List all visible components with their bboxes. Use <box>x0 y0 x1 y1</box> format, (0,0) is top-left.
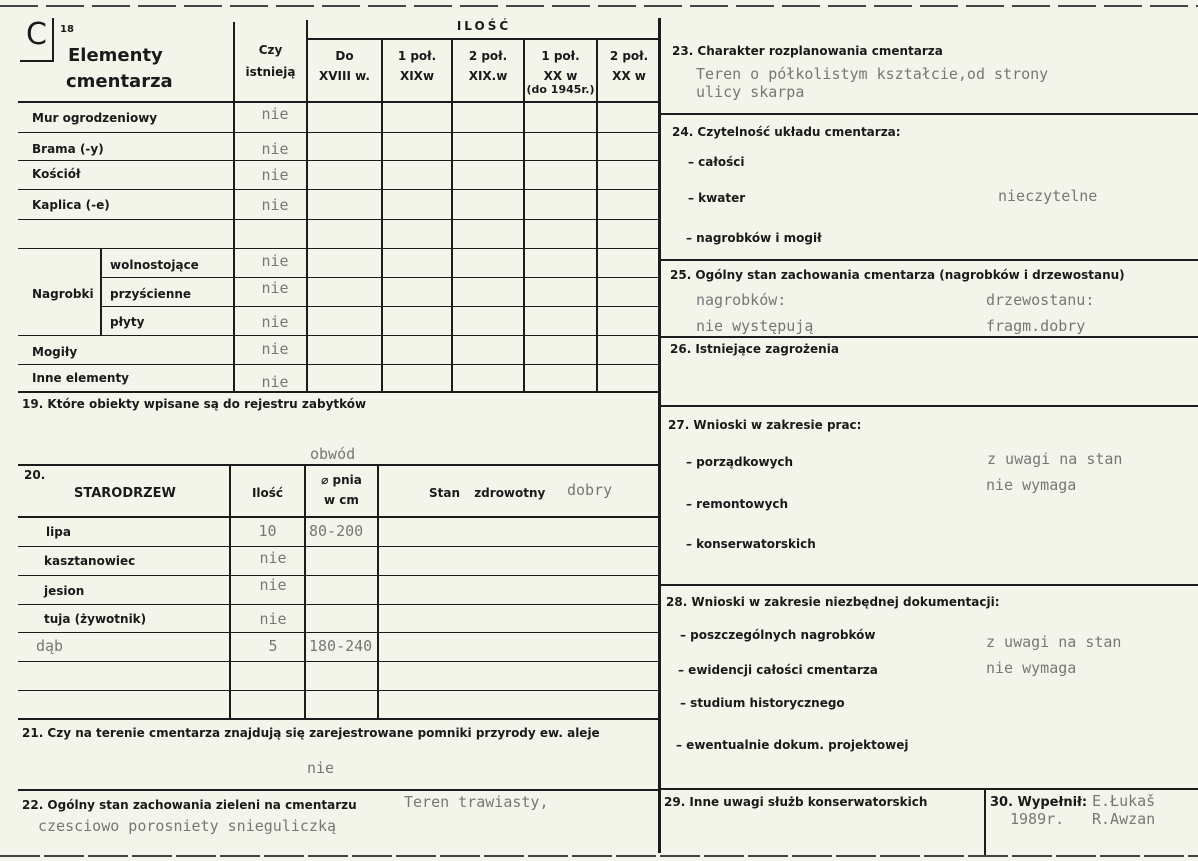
section-29-label: 29. Inne uwagi służb konserwatorskich <box>664 795 928 809</box>
section-28-value1: z uwagi na stan <box>986 633 1122 651</box>
vline <box>381 40 383 392</box>
period-3-l2: XX w <box>543 69 578 83</box>
code-letter: C <box>26 17 47 52</box>
section-23-label: 23. Charakter rozplanowania cmentarza <box>672 44 943 58</box>
element-plyty: płyty <box>110 315 145 329</box>
exists-header-2: istnieją <box>245 65 296 79</box>
exist-brama: nie <box>261 140 289 158</box>
vline <box>100 248 102 335</box>
hline <box>18 160 660 161</box>
section-27-value2: nie wymaga <box>986 476 1077 494</box>
element-brama: Brama (-y) <box>32 142 104 156</box>
element-inne: Inne elementy <box>32 371 130 385</box>
period-1-l2: XIXw <box>399 69 435 83</box>
code-number: 18 <box>60 24 74 35</box>
hline <box>660 788 1198 790</box>
tree-qty: nie <box>259 576 287 594</box>
exist-kosciol: nie <box>261 166 289 184</box>
section-28-value2: nie wymaga <box>986 659 1077 677</box>
tree-diam: 80-200 <box>309 522 364 540</box>
element-mur: Mur ogrodzeniowy <box>32 111 158 125</box>
element-kosciol: Kościół <box>32 167 81 181</box>
tree-qty-header: Ilość <box>251 486 284 500</box>
section-25-head2: drzewostanu: <box>986 291 1095 309</box>
exist-mogily: nie <box>261 340 289 358</box>
section-27-b: – remontowych <box>686 497 789 511</box>
period-0-l1: Do <box>335 49 354 63</box>
tree-diam: 180-240 <box>309 637 373 655</box>
section-30-label: 30. Wypełnił: <box>990 795 1088 810</box>
hline <box>660 336 1198 338</box>
hline <box>100 306 660 307</box>
hline <box>18 464 660 466</box>
hline <box>18 219 660 220</box>
section-24-c: – nagrobków i mogił <box>686 231 822 245</box>
tree-name: lipa <box>46 525 71 539</box>
period-1-l1: 1 poł. <box>397 49 437 63</box>
hline <box>18 661 660 662</box>
section-25-head1: nagrobków: <box>696 291 787 309</box>
tree-name: dąb <box>36 637 64 655</box>
bottom-edge-line <box>0 855 1198 857</box>
section-20-num: 20. <box>24 468 46 482</box>
period-4-l2: XX w <box>612 69 646 83</box>
tree-name: jesion <box>44 584 85 598</box>
section-23-value1: Teren o półkolistym kształcie,od strony <box>696 65 1049 83</box>
period-2-l1: 2 poł. <box>468 49 508 63</box>
section-25-label: 25. Ogólny stan zachowania cmentarza (nagrobków i drzewostanu) <box>670 268 1125 282</box>
section-25-val2: fragm.dobry <box>986 317 1086 335</box>
period-4-l1: 2 poł. <box>609 49 649 63</box>
health-header: Stan zdrowotny <box>429 486 546 500</box>
hline <box>18 546 660 547</box>
hline <box>660 584 1198 586</box>
trunk-header-2: w cm <box>324 493 359 507</box>
table-title-line1: Elementy <box>68 45 163 66</box>
tree-qty: 10 <box>258 522 277 540</box>
section-28-a: – poszczególnych nagrobków <box>680 628 876 642</box>
hline <box>660 113 1198 115</box>
tree-name: tuja (żywotnik) <box>44 612 147 626</box>
code-box-right <box>52 18 54 62</box>
table-title-line2: cmentarza <box>66 71 173 92</box>
element-kaplica: Kaplica (-e) <box>32 198 110 212</box>
hline <box>18 718 660 720</box>
period-2-l2: XIX.w <box>468 69 508 83</box>
hline <box>308 38 660 40</box>
tree-qty: nie <box>259 610 287 628</box>
vline <box>377 464 379 720</box>
filler-year: 1989r. <box>1010 810 1065 828</box>
section-22-label: 22. Ogólny stan zachowania zieleni na cmentarzu <box>22 798 357 812</box>
exist-przyscienne: nie <box>261 279 289 297</box>
hline <box>18 690 660 691</box>
section-23-value2: ulicy skarpa <box>696 83 805 101</box>
hline <box>18 575 660 576</box>
section-27-c: – konserwatorskich <box>686 537 816 551</box>
section-19-label: 19. Które obiekty wpisane są do rejestru zabytków <box>22 397 367 411</box>
period-3-l1: 1 poł. <box>541 49 580 63</box>
hline <box>660 259 1198 261</box>
quantity-header: ILOŚĆ <box>456 19 512 33</box>
section-28-b: – ewidencji całości cmentarza <box>678 663 878 677</box>
element-nagrobki: Nagrobki <box>32 287 94 301</box>
tree-qty: nie <box>259 549 287 567</box>
exists-header-1: Czy <box>258 43 283 57</box>
element-przyscienne: przyścienne <box>110 287 192 301</box>
exist-plyty: nie <box>261 313 289 331</box>
hline <box>18 789 660 791</box>
hline <box>18 132 660 133</box>
trunk-header-1: ⌀ pnia <box>321 473 362 487</box>
section-24-value: nieczytelne <box>998 187 1098 205</box>
exist-kaplica: nie <box>261 196 289 214</box>
center-divider <box>658 18 661 853</box>
hline <box>18 189 660 190</box>
vline <box>451 40 453 392</box>
code-box-bottom <box>20 60 54 62</box>
section-28-c: – studium historycznego <box>680 696 845 710</box>
filler-name-1: E.Łukaš <box>1092 792 1156 810</box>
period-0-l2: XVIII w. <box>319 69 370 83</box>
filler-name-2: R.Awzan <box>1092 810 1156 828</box>
exist-wolnostojace: nie <box>261 252 289 270</box>
section-25-val1: nie występują <box>696 317 814 335</box>
section-27-label: 27. Wnioski w zakresie prac: <box>668 418 862 432</box>
hline <box>18 364 660 365</box>
hline <box>18 248 660 249</box>
vline <box>596 40 598 392</box>
hline <box>660 405 1198 407</box>
hline <box>18 101 660 103</box>
exist-mur: nie <box>261 105 289 123</box>
hline <box>18 516 660 518</box>
section-24-b: – kwater <box>688 191 746 205</box>
exist-inne: nie <box>261 374 289 391</box>
element-wolnostojace: wolnostojące <box>110 258 199 272</box>
hline <box>100 277 660 278</box>
section-24-label: 24. Czytelność układu cmentarza: <box>672 125 901 139</box>
section-26-label: 26. Istniejące zagrożenia <box>670 342 839 356</box>
section-22-value2: czesciowo porosniety snieguliczką <box>38 817 337 835</box>
obwod-note: obwód <box>310 445 356 463</box>
section-27-a: – porządkowych <box>686 455 794 469</box>
period-3-l3: (do 1945r.) <box>526 83 595 96</box>
hline <box>18 632 660 633</box>
section-24-a: – całości <box>688 155 745 169</box>
top-edge-line <box>0 5 1198 7</box>
tree-qty: 5 <box>268 637 278 655</box>
section-28-d: – ewentualnie dokum. projektowej <box>676 738 909 752</box>
section-28-label: 28. Wnioski w zakresie niezbędnej dokumentacji: <box>666 595 1000 609</box>
element-mogily: Mogiły <box>32 345 78 359</box>
hline <box>18 335 660 336</box>
starodrzew-header: STARODRZEW <box>74 486 176 501</box>
hline <box>18 604 660 605</box>
hline <box>18 391 660 393</box>
section-21-value: nie <box>307 759 335 777</box>
section-22-value1: Teren trawiasty, <box>404 793 549 811</box>
section-21-label: 21. Czy na terenie cmentarza znajdują się zarejestrowane pomniki przyrody ew. aleje <box>22 726 600 740</box>
health-value: dobry <box>567 481 613 499</box>
tree-name: kasztanowiec <box>44 554 136 568</box>
section-27-value1: z uwagi na stan <box>987 450 1123 468</box>
vline <box>984 788 986 855</box>
